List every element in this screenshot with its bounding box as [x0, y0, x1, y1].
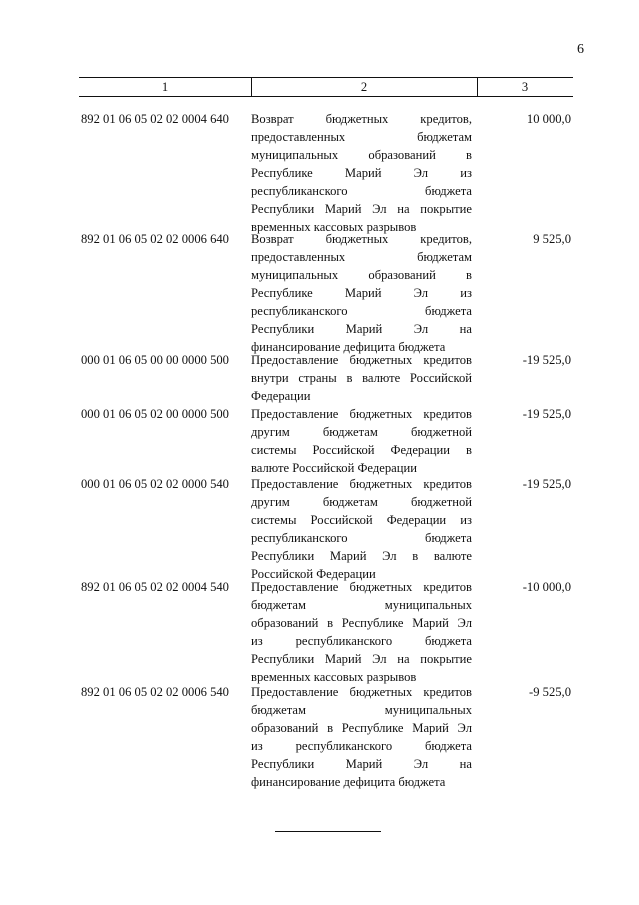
- description-line: муниципальных образований в: [251, 268, 472, 282]
- description-line: временных кассовых разрывов: [251, 670, 417, 684]
- description-line: Предоставление бюджетных кредитов: [251, 580, 472, 594]
- description-line: образований в Республике Марий Эл: [251, 616, 472, 630]
- header-col-3: 3: [521, 80, 529, 94]
- row-description: [251, 110, 472, 236]
- amount-value: -10 000,0: [522, 580, 571, 594]
- amount-value: -19 525,0: [522, 353, 571, 367]
- budget-code: 000 01 06 05 00 00 0000 500: [81, 353, 229, 367]
- amount-value: -19 525,0: [522, 477, 571, 491]
- table-header: [79, 77, 573, 97]
- description-line: из республиканского бюджета: [251, 634, 472, 648]
- description-line: финансирование дефицита бюджета: [251, 775, 446, 789]
- description-line: муниципальных образований в: [251, 148, 472, 162]
- description-line: из республиканского бюджета: [251, 739, 472, 753]
- description-line: Республики Марий Эл в валюте: [251, 549, 472, 563]
- description-line: другим бюджетам бюджетной: [251, 495, 472, 509]
- description-line: Предоставление бюджетных кредитов: [251, 353, 472, 367]
- description-line: Республики Марий Эл на покрытие: [251, 652, 472, 666]
- header-col-2: 2: [360, 80, 368, 94]
- description-line: Республике Марий Эл из: [251, 286, 472, 300]
- description-line: Республики Марий Эл на покрытие: [251, 202, 472, 216]
- description-line: другим бюджетам бюджетной: [251, 425, 472, 439]
- row-description: [251, 683, 472, 791]
- description-line: валюте Российской Федерации: [251, 461, 417, 475]
- description-line: Возврат бюджетных кредитов,: [251, 112, 472, 126]
- budget-code: 892 01 06 05 02 02 0006 540: [81, 685, 229, 699]
- description-line: Возврат бюджетных кредитов,: [251, 232, 472, 246]
- description-line: системы Российской Федерации из: [251, 513, 472, 527]
- budget-code: 000 01 06 05 02 02 0000 540: [81, 477, 229, 491]
- budget-code: 892 01 06 05 02 02 0004 540: [81, 580, 229, 594]
- row-description: [251, 578, 472, 686]
- budget-code: 892 01 06 05 02 02 0004 640: [81, 112, 229, 126]
- description-line: бюджетам муниципальных: [251, 598, 472, 612]
- amount-value: 9 525,0: [533, 232, 571, 246]
- description-line: финансирование дефицита бюджета: [251, 340, 446, 354]
- budget-code: 892 01 06 05 02 02 0006 640: [81, 232, 229, 246]
- amount-value: -19 525,0: [522, 407, 571, 421]
- header-col-1: 1: [161, 80, 169, 94]
- description-line: Предоставление бюджетных кредитов: [251, 407, 472, 421]
- budget-code: 000 01 06 05 02 00 0000 500: [81, 407, 229, 421]
- description-line: предоставленных бюджетам: [251, 250, 472, 264]
- amount-value: -9 525,0: [529, 685, 571, 699]
- description-line: Предоставление бюджетных кредитов: [251, 685, 472, 699]
- description-line: системы Российской Федерации в: [251, 443, 472, 457]
- description-line: республиканского бюджета: [251, 531, 472, 545]
- description-line: Республики Марий Эл на: [251, 757, 472, 771]
- description-line: Республики Марий Эл на: [251, 322, 472, 336]
- row-description: [251, 351, 472, 405]
- row-description: [251, 475, 472, 583]
- row-description: [251, 230, 472, 356]
- page-number: 6: [577, 42, 584, 57]
- footer-rule: [275, 831, 381, 832]
- row-description: [251, 405, 472, 477]
- description-line: предоставленных бюджетам: [251, 130, 472, 144]
- description-line: внутри страны в валюте Российской: [251, 371, 472, 385]
- description-line: временных кассовых разрывов: [251, 220, 417, 234]
- description-line: Республике Марий Эл из: [251, 166, 472, 180]
- description-line: республиканского бюджета: [251, 304, 472, 318]
- description-line: Российской Федерации: [251, 567, 376, 581]
- description-line: Предоставление бюджетных кредитов: [251, 477, 472, 491]
- description-line: образований в Республике Марий Эл: [251, 721, 472, 735]
- description-line: республиканского бюджета: [251, 184, 472, 198]
- amount-value: 10 000,0: [526, 112, 571, 126]
- description-line: Федерации: [251, 389, 311, 403]
- description-line: бюджетам муниципальных: [251, 703, 472, 717]
